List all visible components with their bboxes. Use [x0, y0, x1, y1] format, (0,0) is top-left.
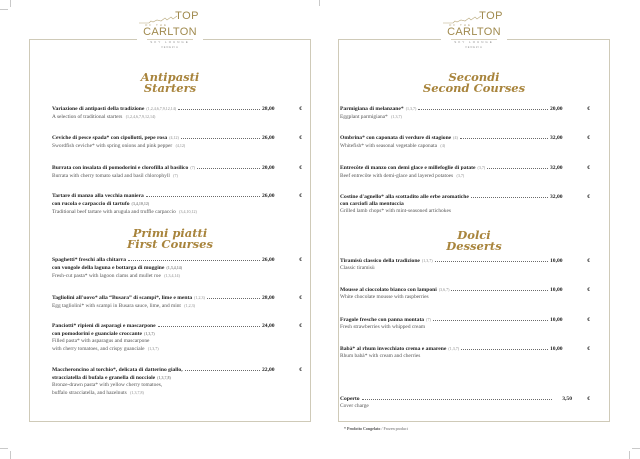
- item-allergens: (7): [190, 165, 195, 170]
- menu-item: [340, 257, 590, 272]
- item-name: Spaghetti* freschi alla chitarra: [52, 257, 127, 263]
- item-name: Tagliolini all'uovo* alla “Busara” di scampi*, lime e menta: [52, 295, 193, 301]
- item-name: Mousse al cioccolato bianco con lamponi: [340, 287, 437, 293]
- top-of-the-carlton-logo: [137, 8, 203, 54]
- item-allergens: (3,7): [477, 165, 486, 170]
- item-description: Filled pasta* with asparagus and mascarpone: [52, 338, 150, 344]
- item-price: 26,00: [262, 257, 275, 263]
- logo-top-text: TOP: [175, 10, 199, 22]
- leader-dots: [362, 396, 552, 400]
- item-name: Babà* al rhum invecchiato crema e amarene: [340, 346, 447, 352]
- item-description: Egg tagliolini* with scampi in Busara sauce, lime, and mint: [52, 303, 181, 309]
- menu-item: [52, 105, 302, 121]
- item-allergens: (4,12): [169, 135, 179, 140]
- item-allergens: (3,7): [456, 173, 465, 178]
- item-name: Tiramisù classico della tradizione: [340, 258, 420, 264]
- section-title-en: Second Courses: [422, 81, 526, 95]
- item-description: A selection of traditional starters: [52, 114, 123, 120]
- item-name: Tartare di manzo alla vecchia maniera: [52, 193, 144, 199]
- item-description: Rhum babà* with cream and cherries: [340, 353, 421, 359]
- item-description: Traditional beef tartare with arugula and truffle carpaccio: [52, 209, 176, 215]
- logo-sky-lounge-text: SKY LOUNGE: [454, 40, 494, 44]
- item-name: Entrecôte di manzo con demi glace e millefoglie di patate: [340, 165, 476, 171]
- item-name: Variazione di antipasti della tradizione: [52, 106, 145, 112]
- leader-dots: [435, 258, 548, 262]
- logo-carlton-text: CARLTON: [143, 26, 197, 38]
- menu-item: [340, 316, 590, 331]
- item-allergens: (4): [440, 143, 446, 148]
- item-description: Classic tiramisù: [340, 265, 375, 271]
- menu-item: [340, 105, 590, 121]
- section-title-it: Primi piatti: [132, 226, 208, 240]
- item-description: Beef entrecôte with demi-glace and layered potatoes: [340, 173, 454, 179]
- item-description: Swordfish ceviche* with spring onions and pink pepper: [52, 143, 173, 149]
- menu-item: [340, 164, 590, 180]
- menu-item: [52, 367, 302, 397]
- item-allergens: (1,3,7): [144, 331, 155, 336]
- item-price: 3,50: [562, 396, 572, 402]
- footnote-en: / Frozen product: [381, 426, 408, 431]
- item-allergens: (4,12): [175, 143, 186, 148]
- item-allergens: (3,4,10,12): [179, 209, 197, 214]
- item-price: 28,00: [262, 295, 275, 301]
- section-title-first-courses: [29, 228, 311, 250]
- leader-dots: [181, 135, 260, 139]
- logo-of-the-text: OF THE: [145, 23, 168, 27]
- item-price: 24,00: [262, 323, 275, 329]
- item-description: White chocolate mousse with raspberries: [340, 294, 429, 300]
- frozen-product-footnote: [344, 426, 408, 431]
- currency-symbol: €: [587, 317, 590, 323]
- item-name: Fragole fresche con panna montata: [340, 317, 425, 323]
- leader-dots: [185, 367, 260, 371]
- currency-symbol: €: [299, 295, 302, 301]
- item-price: 10,00: [550, 317, 563, 323]
- currency-symbol: €: [587, 346, 590, 352]
- menu-item: [340, 286, 590, 301]
- leader-dots: [433, 317, 548, 321]
- section-title-it: Dolci: [457, 228, 491, 242]
- item-allergens: (1,3,7): [421, 258, 433, 263]
- menu-item: [52, 134, 302, 150]
- item-description: Bronze-drawn pasta* with yellow cherry tomatoes,: [52, 382, 163, 388]
- menu-item: [340, 194, 590, 215]
- leader-dots: [461, 346, 548, 350]
- item-description-line2: with cherry tomatoes, and crispy guanciale: [52, 346, 145, 352]
- item-name-line2: con carciofi alla mentuccia: [340, 201, 404, 207]
- item-description: Cover charge: [340, 403, 369, 409]
- currency-symbol: €: [587, 165, 590, 171]
- currency-symbol: €: [587, 106, 590, 112]
- item-price: 10,00: [550, 287, 563, 293]
- currency-symbol: €: [299, 193, 302, 199]
- leader-dots: [451, 287, 548, 291]
- item-price: 20,00: [550, 106, 563, 112]
- currency-symbol: €: [299, 323, 302, 329]
- section-title-en: Desserts: [446, 239, 502, 253]
- item-price: 10,00: [550, 258, 563, 264]
- section-title-en: Starters: [143, 81, 197, 95]
- item-name-line2: con vongole della laguna e bottarga di muggine: [52, 265, 165, 271]
- item-allergens: (1,3,4,14): [166, 265, 183, 270]
- item-allergens: (1,3,7): [391, 114, 402, 119]
- item-allergens: (3,6,7): [438, 287, 450, 292]
- item-description: Eggplant parmigiana*: [340, 114, 388, 120]
- item-name: Panciotti* ripieni di asparagi e mascarpone: [52, 323, 156, 329]
- item-price: 20,00: [262, 165, 275, 171]
- currency-symbol: €: [587, 135, 590, 141]
- item-description: Grilled lamb chops* with mint-seasoned artichokes: [340, 208, 451, 214]
- section-title-en: First Courses: [127, 237, 213, 251]
- leader-dots: [146, 193, 260, 197]
- menu-item: [52, 257, 302, 280]
- item-allergens: (1,3,7): [405, 106, 417, 111]
- currency-symbol: €: [587, 287, 590, 293]
- item-name: Coperto: [340, 396, 360, 402]
- item-name: Burrata con insalata di pomodorini e clorofilla al basilico: [52, 165, 189, 171]
- item-name: Costine d'agnello* alla scottadito alle erbe aromatiche: [340, 194, 469, 200]
- logo-of-the-text: OF THE: [449, 23, 472, 27]
- item-price: 26,00: [262, 135, 275, 141]
- item-allergens: (1,3,4,14): [164, 273, 180, 278]
- footnote-it: * Prodotto Congelato: [344, 426, 381, 431]
- currency-symbol: €: [587, 396, 590, 402]
- logo-sky-lounge-text: SKY LOUNGE: [150, 40, 190, 44]
- leader-dots: [418, 106, 548, 110]
- item-description: Whitefish* with seasonal vegetable caponata: [340, 143, 437, 149]
- item-allergens: (1,3,7,8): [157, 375, 171, 380]
- item-allergens: (1,2,3): [194, 295, 205, 300]
- leader-dots: [207, 295, 260, 299]
- item-description-line2: buffalo stracciatella, and hazelnuts: [52, 390, 127, 396]
- cover-charge: [340, 396, 590, 410]
- menu-item: [52, 164, 302, 180]
- item-description: Fresh-cut pasta* with lagoon clams and mullet roe: [52, 273, 161, 279]
- item-allergens: (1,2,4,6,7,9,12,14): [125, 114, 156, 119]
- section-title-starters: [29, 72, 311, 94]
- leader-dots: [128, 257, 260, 261]
- item-price: 22,00: [262, 367, 275, 373]
- logo-city-text: VENEZIA: [161, 46, 179, 49]
- item-description: Fresh strawberries with whipped cream: [340, 324, 426, 330]
- section-title-it: Antipasti: [140, 70, 200, 84]
- menu-item: [52, 323, 302, 353]
- item-description: Burrata with cherry tomato salad and basil chlorophyll: [52, 173, 170, 179]
- leader-dots: [471, 194, 548, 198]
- menu-item: [340, 134, 590, 150]
- item-name: Parmigiana di melanzane*: [340, 106, 404, 112]
- currency-symbol: €: [299, 106, 302, 112]
- item-price: 32,00: [550, 165, 563, 171]
- item-price: 32,00: [550, 135, 563, 141]
- item-allergens: (1,3,7): [147, 346, 159, 351]
- currency-symbol: €: [299, 367, 302, 373]
- currency-symbol: €: [587, 258, 590, 264]
- item-allergens: (1,3,7): [448, 346, 460, 351]
- item-price: 26,00: [262, 193, 275, 199]
- leader-dots: [197, 165, 260, 169]
- currency-symbol: €: [299, 165, 302, 171]
- item-allergens: (1,2,4,6,7,9,12,14): [146, 106, 177, 111]
- item-name: Ceviche di pesce spada* con cipollotti, pepe rosa: [52, 135, 168, 141]
- item-name-line2: stracciatella di bufala e granella di nocciole: [52, 375, 156, 381]
- item-allergens: (1,3,7,8): [130, 390, 144, 395]
- item-allergens: (3,4,10,12): [131, 201, 150, 206]
- logo-carlton-text: CARLTON: [447, 26, 501, 38]
- item-allergens: (7): [173, 173, 178, 178]
- logo-city-text: VENEZIA: [465, 46, 483, 49]
- menu-item: [52, 294, 302, 310]
- item-allergens: (7): [426, 317, 431, 322]
- item-price: 28,00: [262, 106, 275, 112]
- item-allergens: (1,2,3): [184, 303, 195, 308]
- currency-symbol: €: [299, 257, 302, 263]
- leader-dots: [178, 106, 260, 110]
- menu-page-right: [320, 0, 640, 459]
- item-name-line2: con rucola e carpaccio di tartufo: [52, 201, 130, 207]
- item-price: 10,00: [550, 346, 563, 352]
- currency-symbol: €: [587, 194, 590, 200]
- leader-dots: [460, 135, 548, 139]
- item-price: 32,00: [550, 194, 563, 200]
- currency-symbol: €: [299, 135, 302, 141]
- leader-dots: [158, 323, 260, 327]
- item-name: Ombrina* con caponata di verdure di stagione: [340, 135, 452, 141]
- section-title-second-courses: [338, 72, 610, 94]
- section-title-desserts: [338, 230, 610, 252]
- item-name-line2: con pomodorini e guanciale croccante: [52, 331, 143, 337]
- menu-item: [340, 345, 590, 360]
- section-title-it: Secondi: [448, 70, 500, 84]
- item-name: Maccheroncino al torchio*, delicata di datterino giallo,: [52, 367, 183, 373]
- top-of-the-carlton-logo: [441, 8, 507, 54]
- item-allergens: (4): [453, 135, 458, 140]
- logo-top-text: TOP: [479, 10, 503, 22]
- menu-item: [52, 193, 302, 216]
- leader-dots: [487, 165, 548, 169]
